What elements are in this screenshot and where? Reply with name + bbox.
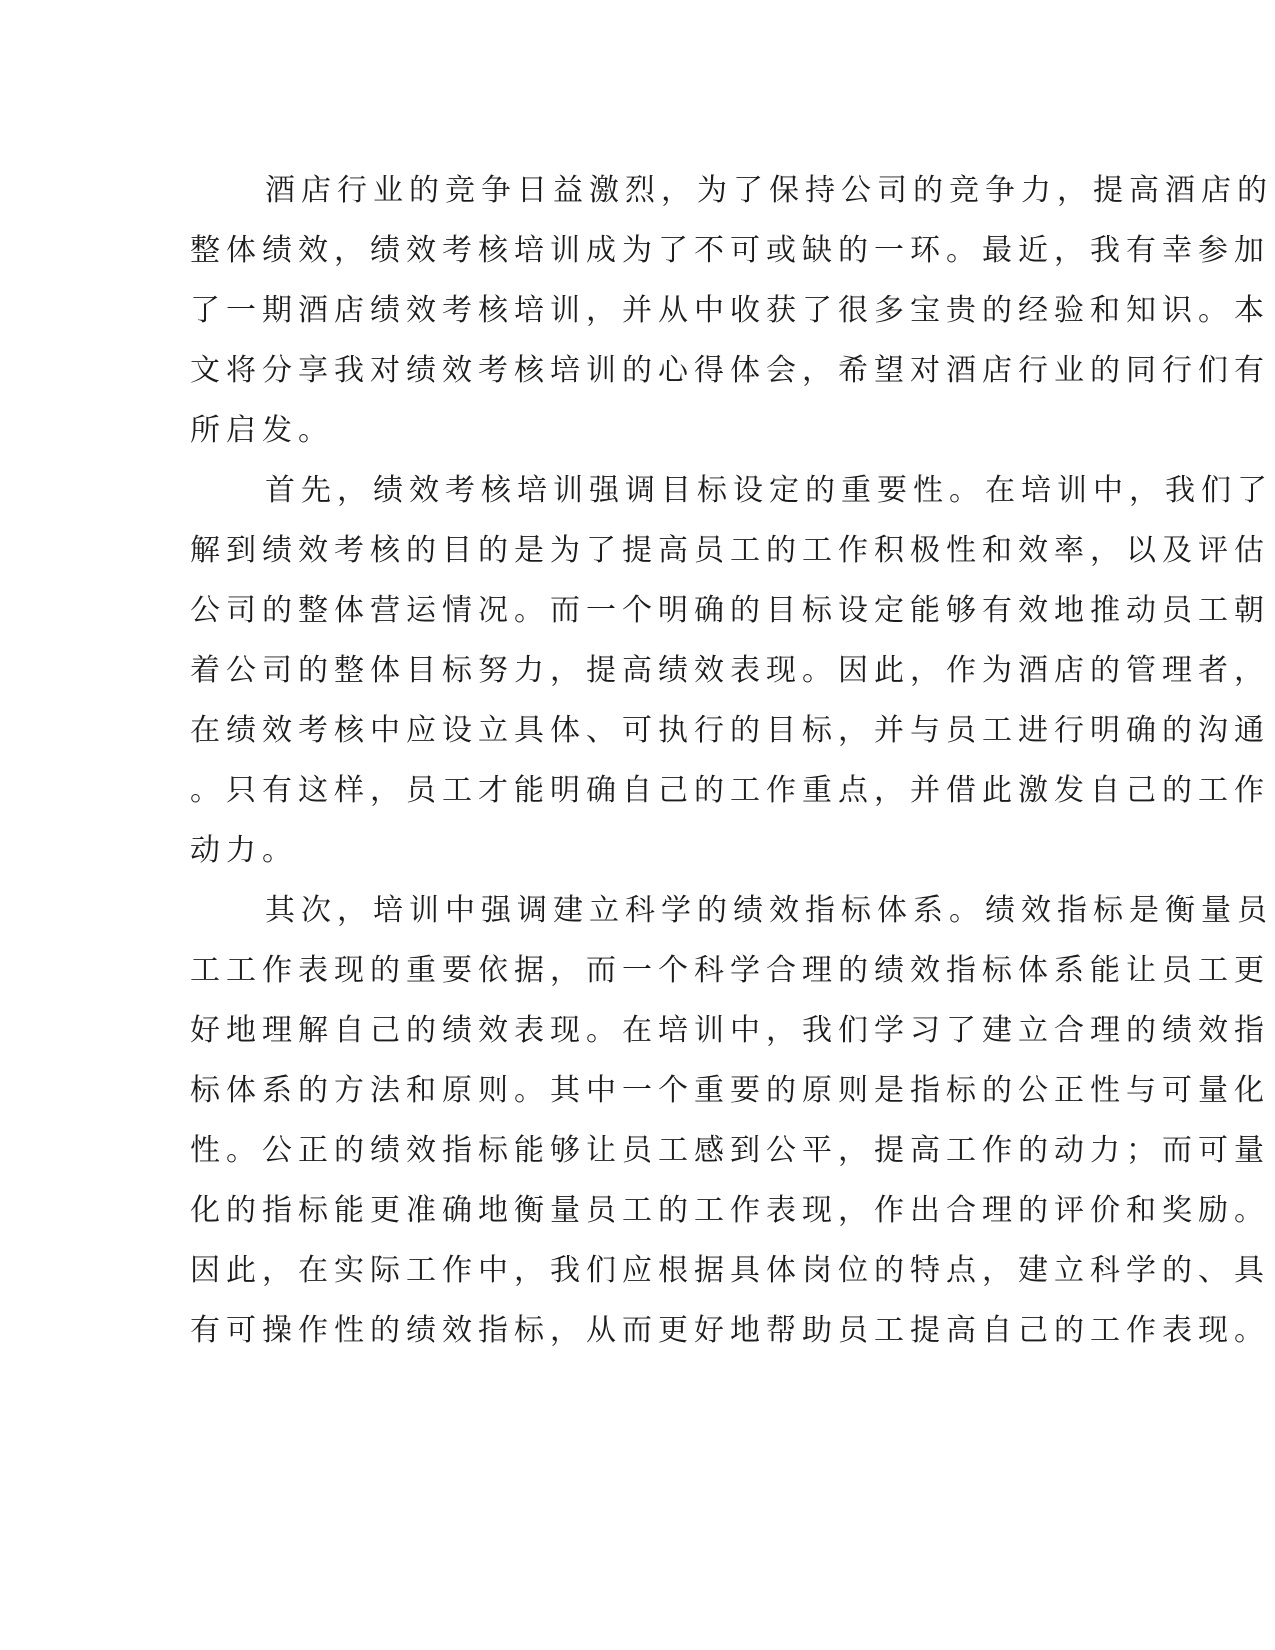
text-line: 文将分享我对绩效考核培训的心得体会，希望对酒店行业的同行们有 [190,353,1270,388]
text-line: 动力。 [190,833,298,868]
text-line: 着公司的整体目标努力，提高绩效表现。因此，作为酒店的管理者， [190,653,1270,688]
text-line: 了一期酒店绩效考核培训，并从中收获了很多宝贵的经验和知识。本 [190,293,1270,328]
text-line: 酒店行业的竞争日益激烈，为了保持公司的竞争力，提高酒店的 [265,173,1273,208]
text-line: 工工作表现的重要依据，而一个科学合理的绩效指标体系能让员工更 [190,953,1270,988]
text-line: 因此，在实际工作中，我们应根据具体岗位的特点，建立科学的、具 [190,1253,1270,1288]
text-line: 所启发。 [190,413,334,448]
text-line: 公司的整体营运情况。而一个明确的目标设定能够有效地推动员工朝 [190,593,1270,628]
text-line: 。只有这样，员工才能明确自己的工作重点，并借此激发自己的工作 [190,773,1270,808]
text-line: 解到绩效考核的目的是为了提高员工的工作积极性和效率，以及评估 [190,533,1270,568]
text-line: 在绩效考核中应设立具体、可执行的目标，并与员工进行明确的沟通 [190,713,1270,748]
text-line: 标体系的方法和原则。其中一个重要的原则是指标的公正性与可量化 [190,1073,1270,1108]
text-line: 其次，培训中强调建立科学的绩效指标体系。绩效指标是衡量员 [265,893,1273,928]
text-line: 有可操作性的绩效指标，从而更好地帮助员工提高自己的工作表现。 [190,1313,1270,1348]
text-line: 化的指标能更准确地衡量员工的工作表现，作出合理的评价和奖励。 [190,1193,1270,1228]
paragraph-1 [190,161,1273,461]
document-body [190,161,1273,1361]
paragraph-3 [190,881,1273,1361]
paragraph-2 [190,461,1273,881]
text-line: 性。公正的绩效指标能够让员工感到公平，提高工作的动力；而可量 [190,1133,1270,1168]
text-line: 首先，绩效考核培训强调目标设定的重要性。在培训中，我们了 [265,473,1273,508]
text-line: 整体绩效，绩效考核培训成为了不可或缺的一环。最近，我有幸参加 [190,233,1270,268]
text-line: 好地理解自己的绩效表现。在培训中，我们学习了建立合理的绩效指 [190,1013,1270,1048]
